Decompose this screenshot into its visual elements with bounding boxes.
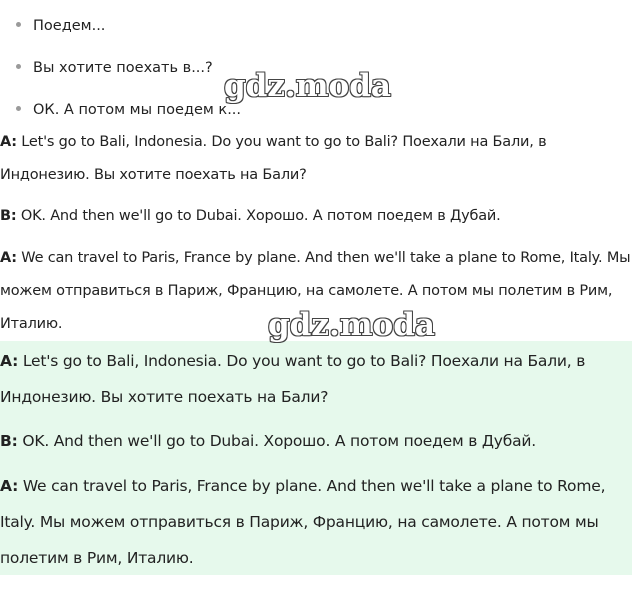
- speaker-label: A:: [0, 352, 19, 370]
- dialogue-line: [0, 200, 632, 233]
- dialogue-text: OK. And then we'll go to Dubai. Хорошо. А потом поедем в Дубай.: [16, 208, 501, 224]
- dialogue-text: Let's go to Bali, Indonesia. Do you want to go to Bali? Поехали на Бали, в Индонезию. Вы хотите поехать на Бали?: [0, 352, 586, 406]
- bullet-item: [16, 16, 105, 36]
- bullet-text: Поедем...: [33, 18, 106, 34]
- bullet-dot-icon: [16, 22, 21, 27]
- bullet-item: [16, 100, 241, 120]
- highlighted-answer-block: [0, 341, 632, 575]
- bullet-text: Вы хотите поехать в...?: [33, 60, 213, 76]
- speaker-label: B:: [0, 208, 17, 224]
- speaker-label: A:: [0, 134, 17, 150]
- bullet-dot-icon: [16, 106, 21, 111]
- bullet-text: ОК. А потом мы поедем к...: [33, 102, 242, 118]
- watermark-logo: gdz.moda: [224, 68, 391, 104]
- dialogue-line: [0, 126, 632, 192]
- watermark-logo: gdz.moda: [268, 307, 435, 343]
- speaker-label: A:: [0, 477, 19, 495]
- dialogue-text: We can travel to Paris, France by plane. And then we'll take a plane to Rome, Italy. Мы можем отправиться в Париж, Францию, на самолете. А потом мы полетим в Рим, Италию.: [0, 250, 631, 332]
- dialogue-line: [0, 423, 632, 459]
- dialogue-text: We can travel to Paris, France by plane. And then we'll take a plane to Rome, Italy. Мы можем отправиться в Париж, Францию, на самолете. А потом мы полетим в Рим, Италию.: [0, 477, 606, 567]
- dialogue-line: [0, 468, 632, 576]
- bullet-dot-icon: [16, 64, 21, 69]
- speaker-label: B:: [0, 432, 18, 450]
- speaker-label: A:: [0, 250, 17, 266]
- bullet-item: [16, 58, 213, 78]
- dialogue-line: [0, 343, 632, 415]
- dialogue-text: OK. And then we'll go to Dubai. Хорошо. А потом поедем в Дубай.: [17, 432, 537, 450]
- dialogue-text: Let's go to Bali, Indonesia. Do you want to go to Bali? Поехали на Бали, в Индонезию. Вы хотите поехать на Бали?: [0, 134, 547, 183]
